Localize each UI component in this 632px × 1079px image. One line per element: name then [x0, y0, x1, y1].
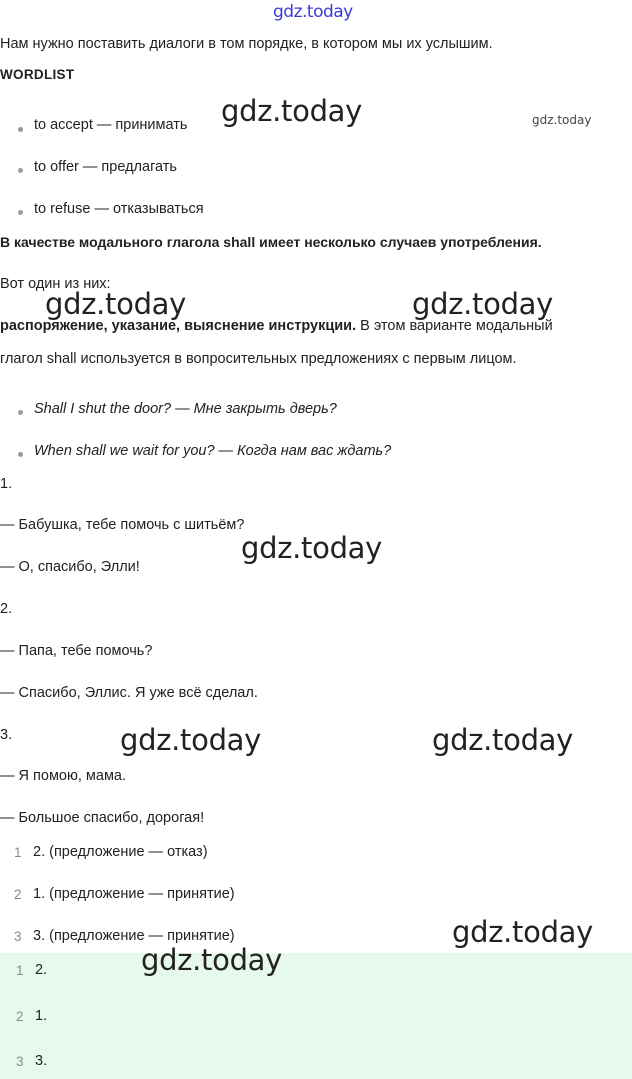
- watermark: gdz.today: [532, 113, 592, 127]
- bullet-icon: [18, 168, 23, 173]
- grammar-rule-bold: распоряжение, указание, выяснение инструкции.: [0, 318, 357, 334]
- watermark: gdz.today: [412, 287, 554, 321]
- answer-number: 1: [16, 963, 24, 978]
- dialogue-line: — Я помою, мама.: [0, 768, 127, 784]
- watermark: gdz.today: [141, 943, 283, 977]
- watermark: gdz.today: [432, 723, 574, 757]
- bullet-icon: [18, 127, 23, 132]
- watermark: gdz.today: [45, 287, 187, 321]
- watermark: gdz.today: [241, 531, 383, 565]
- watermark: gdz.today: [452, 915, 594, 949]
- dialogue-line: — О, спасибо, Элли!: [0, 559, 140, 575]
- list-number: 3: [14, 929, 22, 944]
- explanation-item: 3. (предложение — принятие): [33, 928, 235, 944]
- bullet-icon: [18, 410, 23, 415]
- wordlist-heading: WORDLIST: [0, 67, 75, 82]
- dialogue-line: — Большое спасибо, дорогая!: [0, 810, 205, 826]
- bullet-icon: [18, 210, 23, 215]
- example-item: When shall we wait for you? — Когда нам вас ждать?: [34, 443, 392, 459]
- watermark: gdz.today: [221, 94, 363, 128]
- grammar-heading: В качестве модального глагола shall имеет несколько случаев употребления.: [0, 234, 542, 250]
- answer-box: [0, 953, 632, 1079]
- explanation-item: 1. (предложение — принятие): [33, 886, 235, 902]
- answer-number: 2: [16, 1009, 24, 1024]
- list-number: 2: [14, 887, 22, 902]
- site-logo[interactable]: gdz.today: [273, 2, 353, 22]
- wordlist-item: to accept — принимать: [34, 117, 188, 133]
- dialogue-line: — Папа, тебе помочь?: [0, 643, 153, 659]
- grammar-rule-text: В этом варианте модальный: [356, 318, 553, 334]
- answer-number: 3: [16, 1054, 24, 1069]
- explanation-item: 2. (предложение — отказ): [33, 844, 208, 860]
- wordlist-item: to offer — предлагать: [34, 159, 177, 175]
- answer-item: 3.: [35, 1053, 48, 1069]
- dialogue-number: 3.: [0, 727, 13, 743]
- answer-item: 1.: [35, 1008, 48, 1024]
- wordlist-item: to refuse — отказываться: [34, 201, 204, 217]
- dialogue-number: 1.: [0, 476, 13, 492]
- grammar-lead: Вот один из них:: [0, 276, 111, 292]
- dialogue-number: 2.: [0, 601, 13, 617]
- dialogue-line: — Спасибо, Эллис. Я уже всё сделал.: [0, 685, 258, 701]
- example-item: Shall I shut the door? — Мне закрыть дверь?: [34, 401, 337, 417]
- intro-text: Нам нужно поставить диалоги в том порядке, в котором мы их услышим.: [0, 36, 493, 52]
- grammar-rule-line-2: глагол shall используется в вопросительных предложениях с первым лицом.: [0, 351, 517, 367]
- answer-item: 2.: [35, 962, 48, 978]
- dialogue-line: — Бабушка, тебе помочь с шитьём?: [0, 517, 245, 533]
- list-number: 1: [14, 845, 22, 860]
- bullet-icon: [18, 452, 23, 457]
- watermark: gdz.today: [120, 723, 262, 757]
